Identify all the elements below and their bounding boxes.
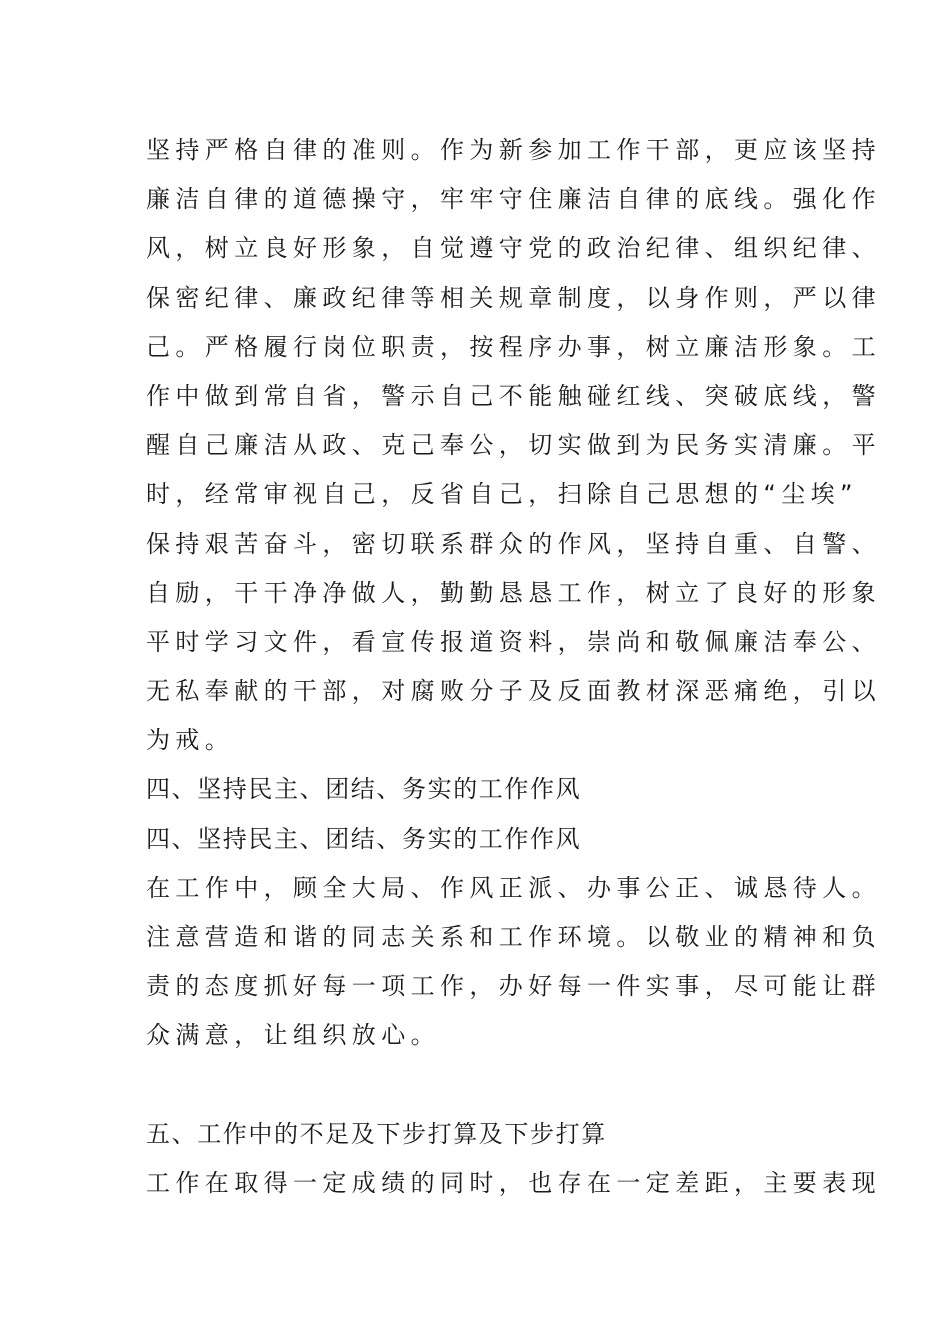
paragraph-line: 时，经常审视自己，反省自己，扫除自己思想的“尘埃” <box>146 480 858 509</box>
paragraph-line: 廉洁自律的道德操守，牢牢守住廉洁自律的底线。强化作 <box>146 185 881 214</box>
paragraph-line: 工作在取得一定成绩的同时，也存在一定差距，主要表现 <box>146 1168 881 1197</box>
paragraph-line: 作中做到常自省，警示自己不能触碰红线、突破底线，警 <box>146 381 881 410</box>
section-heading-5: 五、工作中的不足及下步打算及下步打算 <box>146 1119 607 1148</box>
paragraph-line: 责的态度抓好每一项工作，办好每一件实事，尽可能让群 <box>146 972 881 1001</box>
paragraph-line: 坚持严格自律的准则。作为新参加工作干部，更应该坚持 <box>146 136 881 164</box>
paragraph-line: 在工作中，顾全大局、作风正派、办事公正、诚恳待人。 <box>146 873 881 902</box>
section-heading-4-repeat: 四、坚持民主、团结、务实的工作作风 <box>146 824 582 853</box>
paragraph-line: 自励，干干净净做人，勤勤恳恳工作，树立了良好的形象 <box>146 578 881 607</box>
paragraph-line: 无私奉献的干部，对腐败分子及反面教材深恶痛绝，引以 <box>146 677 881 706</box>
document-body <box>146 126 881 1208</box>
paragraph-line: 保密纪律、廉政纪律等相关规章制度，以身作则，严以律 <box>146 283 881 312</box>
paragraph-line: 保持艰苦奋斗，密切联系群众的作风，坚持自重、自警、 <box>146 529 881 558</box>
paragraph-line: 风，树立良好形象，自觉遵守党的政治纪律、组织纪律、 <box>146 234 881 263</box>
paragraph-line: 众满意，让组织放心。 <box>146 1021 440 1050</box>
paragraph-line: 醒自己廉洁从政、克己奉公，切实做到为民务实清廉。平 <box>146 431 881 460</box>
paragraph-spacer <box>146 1061 826 1110</box>
paragraph-line: 平时学习文件，看宣传报道资料，崇尚和敬佩廉洁奉公、 <box>146 627 881 656</box>
paragraph-line: 己。严格履行岗位职责，按程序办事，树立廉洁形象。工 <box>146 332 881 361</box>
paragraph-line: 为戒。 <box>146 726 235 755</box>
section-heading-4: 四、坚持民主、团结、务实的工作作风 <box>146 775 582 804</box>
paragraph-line: 注意营造和谐的同志关系和工作环境。以敬业的精神和负 <box>146 923 881 951</box>
